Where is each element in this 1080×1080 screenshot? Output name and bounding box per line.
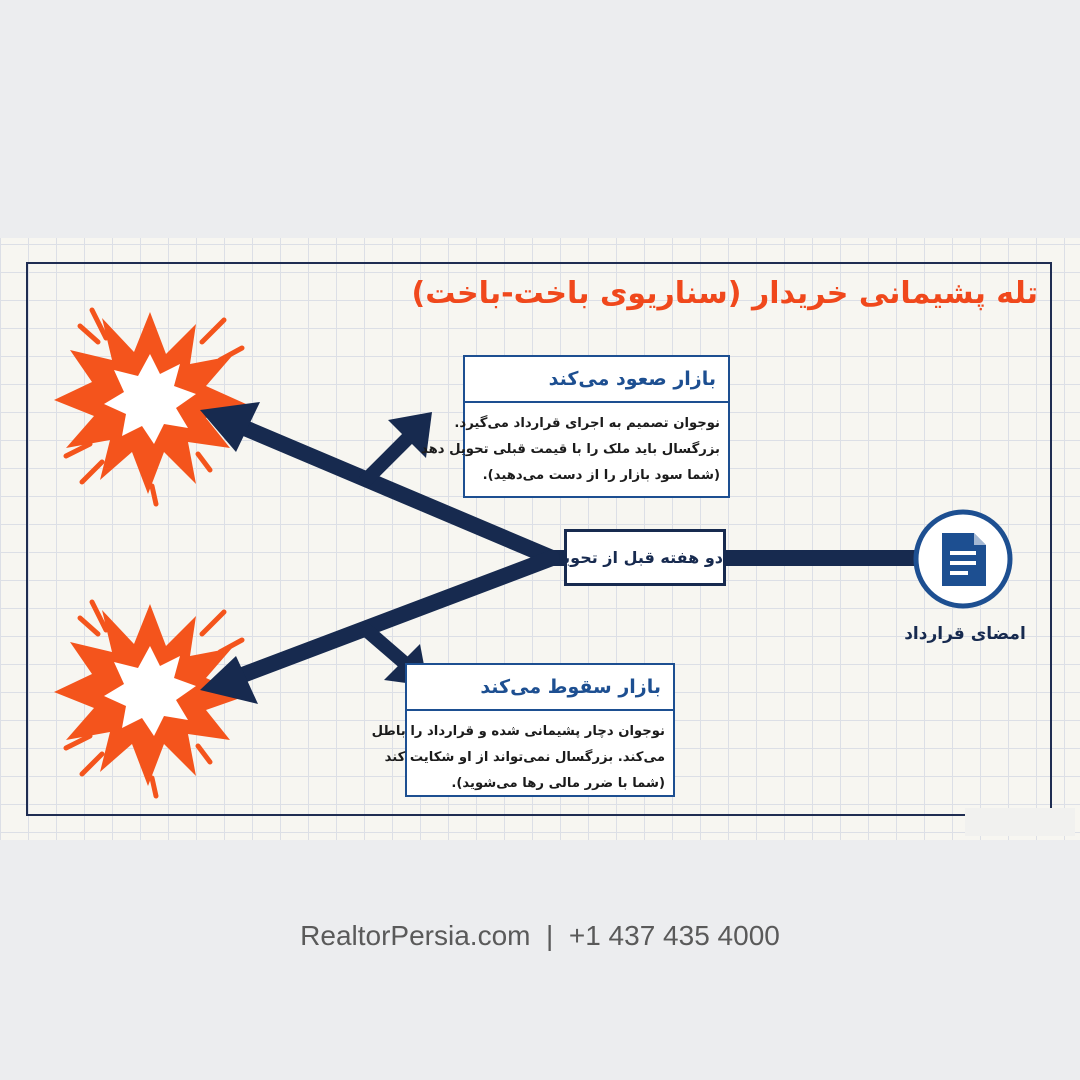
market-down-heading: بازار سقوط می‌کند <box>407 665 673 711</box>
market-down-text <box>371 711 673 805</box>
market-up-heading: بازار صعود می‌کند <box>465 357 728 403</box>
market-up-line-3: (شما سود بازار را از دست می‌دهید). <box>482 468 720 483</box>
corner-patch <box>965 808 1075 836</box>
market-down-line-1: نوجوان دچار پشیمانی شده و قرارداد را باطل <box>371 724 665 739</box>
market-up-line-1: نوجوان تصمیم به اجرای قرارداد می‌گیرد. <box>454 416 720 431</box>
market-down-line-2: می‌کند. بزرگسال نمی‌تواند از او شکایت کند <box>384 750 665 765</box>
document-icon <box>916 512 1010 606</box>
market-up-text <box>420 403 728 497</box>
explosion-icon-bottom <box>54 602 246 796</box>
market-up-box <box>420 355 730 498</box>
contract-signing-label: امضای قرارداد <box>904 624 1026 644</box>
explosion-icon-top <box>54 310 246 504</box>
diagram-title: تله پشیمانی خریدار (سناریوی باخت-باخت) <box>411 276 1038 311</box>
footer-contact: RealtorPersia.com | +1 437 435 4000 <box>300 920 780 951</box>
fork-label: دو هفته قبل از تحویل <box>564 529 726 586</box>
market-down-box <box>371 663 675 797</box>
market-up-line-2: بزرگسال باید ملک را با قیمت قبلی تحویل دهد <box>420 442 720 457</box>
market-down-line-3: (شما با ضرر مالی رها می‌شوید). <box>451 776 665 791</box>
